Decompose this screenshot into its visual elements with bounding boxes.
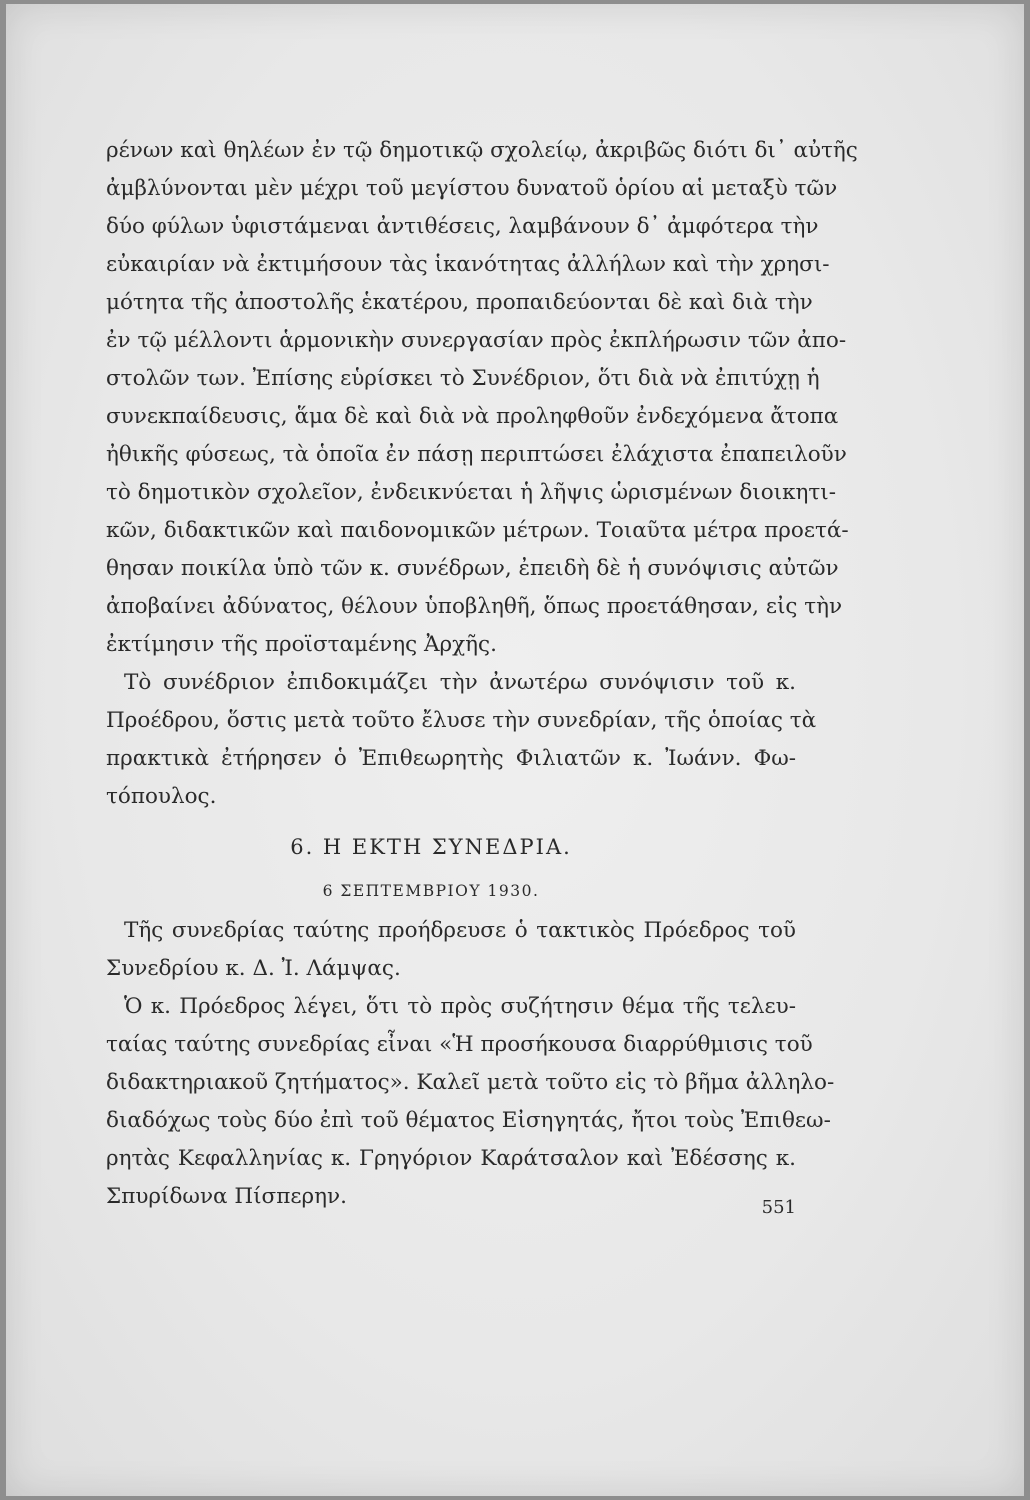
text-line: Τὸ συνέδριον ἐπιδοκιμάζει τὴν ἀνωτέρω συνόψισιν τοῦ κ. xyxy=(124,670,796,695)
text-line: διδακτηριακοῦ ζητήματος». Καλεῖ μετὰ τοῦτο εἰς τὸ βῆμα ἀλληλο- xyxy=(106,1070,835,1095)
text-line: κῶν, διδακτικῶν καὶ παιδονομικῶν μέτρων. Τοιαῦτα μέτρα προετά- xyxy=(106,518,849,543)
book-page xyxy=(6,4,1024,1496)
text-line: συνεκπαίδευσις, ἅμα δὲ καὶ διὰ νὰ προληφθοῦν ἐνδεχόμενα ἄτοπα xyxy=(106,404,839,429)
paragraph-4 xyxy=(106,988,835,1216)
text-line: δύο φύλων ὑφιστάμεναι ἀντιθέσεις, λαμβάνουν δ᾽ ἀμφότερα τὴν xyxy=(106,214,819,239)
text-line: στολῶν των. Ἐπίσης εὑρίσκει τὸ Συνέδριον, ὅτι διὰ νὰ ἐπιτύχῃ ἡ xyxy=(106,366,820,391)
text-line: ρένων καὶ θηλέων ἐν τῷ δημοτικῷ σχολείῳ, ἀκριβῶς διότι δι᾽ αὐτῆς xyxy=(106,138,858,163)
paragraph-3 xyxy=(106,912,796,988)
text-line: ἀμβλύνονται μὲν μέχρι τοῦ μεγίστου δυνατοῦ ὁρίου αἱ μεταξὺ τῶν xyxy=(106,176,838,201)
text-line: Σπυρίδωνα Πίσπερην. xyxy=(106,1184,347,1209)
text-line: πρακτικὰ ἐτήρησεν ὁ Ἐπιθεωρητὴς Φιλιατῶν κ. Ἰωάνν. Φω- xyxy=(106,746,796,771)
text-line: θησαν ποικίλα ὑπὸ τῶν κ. συνέδρων, ἐπειδὴ δὲ ἡ συνόψισις αὐτῶν xyxy=(106,556,839,581)
text-line: ἐν τῷ μέλλοντι ἁρμονικὴν συνεργασίαν πρὸς ἐκπλήρωσιν τῶν ἀπο- xyxy=(106,328,847,353)
text-line: ἠθικῆς φύσεως, τὰ ὁποῖα ἐν πάσῃ περιπτώσει ἐλάχιστα ἐπαπειλοῦν xyxy=(106,442,847,467)
text-line: ἀποβαίνει ἀδύνατος, θέλουν ὑποβληθῆ, ὅπως προετάθησαν, εἰς τὴν xyxy=(106,594,843,619)
text-line: Τῆς συνεδρίας ταύτης προήδρευσε ὁ τακτικὸς Πρόεδρος τοῦ xyxy=(124,918,796,943)
section-date: 6 ΣΕΠΤΕΜΒΡΙΟΥ 1930. xyxy=(322,882,540,900)
text-line: ρητὰς Κεφαλληνίας κ. Γρηγόριον Καράτσαλον καὶ Ἐδέσσης κ. xyxy=(106,1146,796,1171)
paragraph-1 xyxy=(106,132,858,664)
text-line: μότητα τῆς ἀποστολῆς ἑκατέρου, προπαιδεύονται δὲ καὶ διὰ τὴν xyxy=(106,290,813,315)
text-line: Συνεδρίου κ. Δ. Ἰ. Λάμψας. xyxy=(106,956,401,981)
page-text xyxy=(106,132,858,1216)
section-heading: 6. Η ΕΚΤΗ ΣΥΝΕΔΡΙΑ. xyxy=(290,835,572,859)
text-line: διαδόχως τοὺς δύο ἐπὶ τοῦ θέματος Εἰσηγητάς, ἤτοι τοὺς Ἐπιθεω- xyxy=(106,1108,831,1133)
text-line: Προέδρου, ὅστις μετὰ τοῦτο ἔλυσε τὴν συνεδρίαν, τῆς ὁποίας τὰ xyxy=(106,708,817,733)
text-line: ταίας ταύτης συνεδρίας εἶναι «Ἡ προσήκουσα διαρρύθμισις τοῦ xyxy=(106,1032,813,1057)
text-line: εὐκαιρίαν νὰ ἐκτιμήσουν τὰς ἱκανότητας ἀλλήλων καὶ τὴν χρησι- xyxy=(106,252,830,277)
text-line: Ὁ κ. Πρόεδρος λέγει, ὅτι τὸ πρὸς συζήτησιν θέμα τῆς τελευ- xyxy=(124,994,796,1019)
text-line: τόπουλος. xyxy=(106,784,217,809)
text-line: ἐκτίμησιν τῆς προϊσταμένης Ἀρχῆς. xyxy=(106,632,497,657)
page-number: 551 xyxy=(761,1197,796,1218)
paragraph-2 xyxy=(106,664,817,816)
text-line: τὸ δημοτικὸν σχολεῖον, ἐνδεικνύεται ἡ λῆψις ὡρισμένων διοικητι- xyxy=(106,480,837,505)
